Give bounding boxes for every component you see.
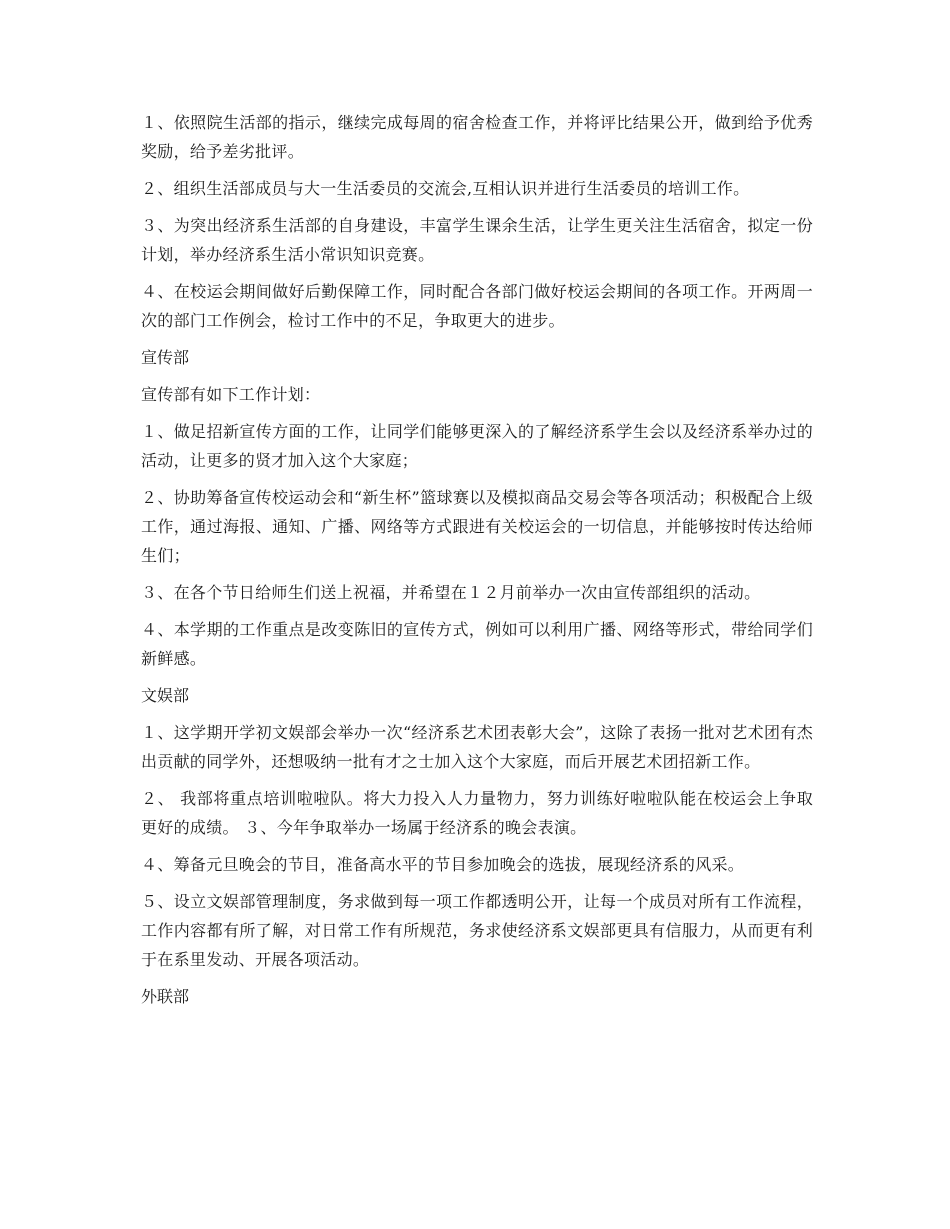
paragraph-entertainment-5: ５、设立文娱部管理制度，务求做到每一项工作都透明公开，让每一个成员对所有工作流程，工作内容都有所了解，对日常工作有所规范，务求使经济系文娱部更具有信服力，从而更有利于在系里发动、开展各项活动。 (141, 892, 813, 969)
paragraph-life-3: ３、为突出经济系生活部的自身建设，丰富学生课余生活，让学生更关注生活宿舍，拟定一份计划，举办经济系生活小常识知识竞赛。 (141, 216, 813, 264)
paragraph-life-4: ４、在校运会期间做好后勤保障工作，同时配合各部门做好校运会期间的各项工作。开两周一次的部门工作例会，检讨工作中的不足，争取更大的进步。 (141, 282, 813, 330)
paragraph-publicity-3: ３、在各个节日给师生们送上祝福，并希望在１２月前举办一次由宣传部组织的活动。 (141, 583, 761, 602)
section-heading-publicity: 宣传部 (141, 348, 190, 367)
paragraph-entertainment-1: １、这学期开学初文娱部会举办一次“经济系艺术团表彰大会”，这除了表扬一批对艺术团有杰出贡献的同学外，还想吸纳一批有才之士加入这个大家庭，而后开展艺术团招新工作。 (141, 723, 813, 771)
section-heading-external: 外联部 (141, 987, 190, 1006)
paragraph-publicity-intro: 宣传部有如下工作计划： (141, 385, 321, 404)
paragraph-entertainment-2: ２、 我部将重点培训啦啦队。将大力投入人力量物力，努力训练好啦啦队能在校运会上争取更好的成绩。 ３、今年争取举办一场属于经济系的晚会表演。 (141, 789, 813, 837)
document-body (141, 108, 813, 1019)
section-heading-entertainment: 文娱部 (141, 686, 190, 705)
paragraph-publicity-2: ２、协助筹备宣传校运动会和“新生杯”篮球赛以及模拟商品交易会等各项活动；积极配合上级工作，通过海报、通知、广播、网络等方式跟进有关校运会的一切信息，并能够按时传达给师生们； (141, 488, 813, 565)
paragraph-life-1: １、依照院生活部的指示，继续完成每周的宿舍检查工作，并将评比结果公开，做到给予优秀奖励，给予差劣批评。 (141, 113, 813, 161)
paragraph-publicity-4: ４、本学期的工作重点是改变陈旧的宣传方式，例如可以利用广播、网络等形式，带给同学们新鲜感。 (141, 620, 813, 668)
paragraph-life-2: ２、组织生活部成员与大一生活委员的交流会,互相认识并进行生活委员的培训工作。 (141, 179, 750, 198)
paragraph-entertainment-4: ４、筹备元旦晚会的节目，准备高水平的节目参加晚会的选拔，展现经济系的风采。 (141, 855, 745, 874)
paragraph-publicity-1: １、做足招新宣传方面的工作，让同学们能够更深入的了解经济系学生会以及经济系举办过的活动，让更多的贤才加入这个大家庭； (141, 422, 813, 470)
